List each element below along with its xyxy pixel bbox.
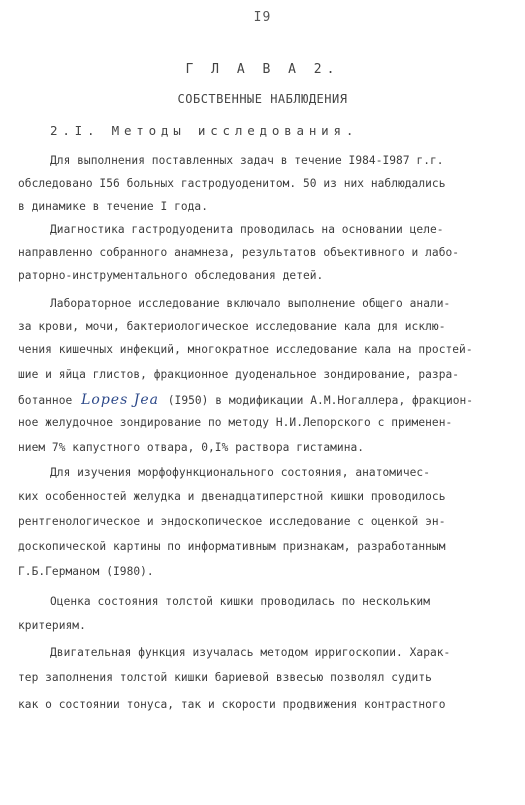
body-line: Для изучения морфофункционального состояния, анатомичес- bbox=[50, 466, 430, 479]
body-line: шие и яйца глистов, фракционное дуоденальное зондирование, разра- bbox=[18, 368, 460, 381]
body-line: ких особенностей желудка и двенадцатиперстной кишки проводилось bbox=[18, 490, 446, 503]
body-line: Диагностика гастродуоденита проводилась на основании целе- bbox=[50, 223, 444, 236]
body-line: тер заполнения толстой кишки бариевой взвесью позволял судить bbox=[18, 671, 432, 684]
body-line: в динамике в течение I года. bbox=[18, 200, 208, 213]
section-title: СОБСТВЕННЫЕ НАБЛЮДЕНИЯ bbox=[177, 92, 348, 106]
body-line: ное желудочное зондирование по методу Н.И.Лепорского с применен- bbox=[18, 416, 453, 429]
body-line: чения кишечных инфекций, многократное исследование кала на простей- bbox=[18, 343, 473, 356]
body-line: Для выполнения поставленных задач в течение I984-I987 г.г. bbox=[50, 154, 444, 167]
body-line: доскопической картины по информативным признакам, разработанным bbox=[18, 540, 446, 553]
line-text-after: (I950) в модификации А.М.Ногаллера, фракцион- bbox=[167, 394, 474, 407]
body-line: обследовано I56 больных гастродуоденитом. 50 из них наблюдались bbox=[18, 177, 446, 190]
body-line-with-handwriting bbox=[18, 392, 473, 408]
body-line: как о состоянии тонуса, так и скорости продвижения контрастного bbox=[18, 698, 446, 711]
body-line: Оценка состояния толстой кишки проводилась по нескольким bbox=[50, 595, 430, 608]
body-line: Г.Б.Германом (I980). bbox=[18, 565, 154, 578]
body-line: критериям. bbox=[18, 619, 86, 632]
body-line: Двигательная функция изучалась методом ирригоскопии. Харак- bbox=[50, 646, 451, 659]
page-number: I9 bbox=[253, 10, 272, 25]
chapter-heading: Г Л А В А 2. bbox=[185, 62, 340, 77]
body-line: раторно-инструментального обследования детей. bbox=[18, 269, 324, 282]
body-line: Лабораторное исследование включало выполнение общего анали- bbox=[50, 297, 451, 310]
subsection-heading: 2.I. Методы исследования. bbox=[50, 123, 359, 138]
body-line: направленно собранного анамнеза, результатов объективного и лабо- bbox=[18, 246, 460, 259]
body-line: за крови, мочи, бактериологическое исследование кала для исклю- bbox=[18, 320, 446, 333]
body-line: рентгенологическое и эндоскопическое исследование с оценкой эн- bbox=[18, 515, 446, 528]
line-text-before: ботанное bbox=[18, 394, 73, 407]
body-line: нием 7% капустного отвара, 0,I% раствора гистамина. bbox=[18, 441, 365, 454]
handwritten-insertion: Lopes Jea bbox=[81, 392, 159, 408]
